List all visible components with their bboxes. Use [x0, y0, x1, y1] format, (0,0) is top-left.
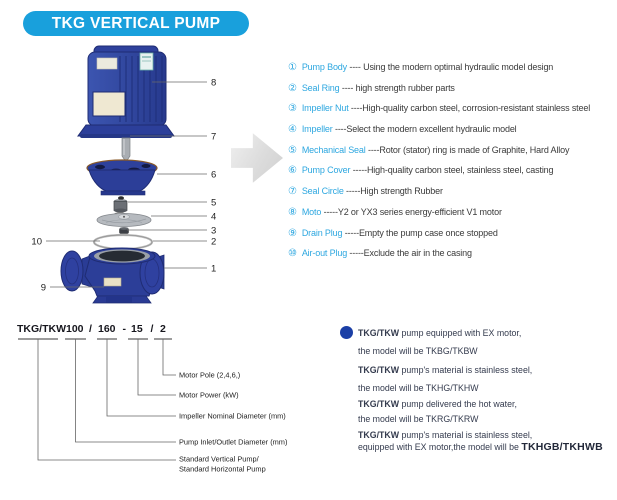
pump-exploded-diagram: [0, 40, 290, 310]
callout-9: 9: [40, 282, 46, 294]
callout-8: 8: [211, 77, 217, 89]
callout-2: 2: [211, 236, 217, 248]
note-line: the model will be TKBG/TKBW: [358, 346, 478, 356]
note-line: TKG/TKW pump's material is stainless steel,: [358, 365, 533, 375]
motor-nameplate-small: [97, 58, 117, 69]
model-segment-power: 15: [131, 323, 143, 335]
pump-body-illustration: [61, 248, 164, 303]
model-separator: /: [89, 323, 92, 335]
list-item: [288, 223, 616, 244]
list-item: [288, 140, 616, 161]
list-item: [288, 243, 616, 264]
part-desc: ----High-quality carbon steel, corrosion-resistant stainless steel: [348, 103, 591, 114]
circled-number-icon: ⑤: [288, 144, 297, 156]
circled-number-icon: ⑦: [288, 186, 297, 198]
pump-body-label: [104, 278, 121, 286]
part-name: Mechanical Seal: [301, 144, 366, 155]
label-impeller-diameter: Impeller Nominal Diameter (mm): [179, 411, 286, 421]
parts-list: [288, 57, 616, 264]
part-desc: ----Rotor (stator) ring is made of Graphite, Hard Alloy: [365, 144, 570, 155]
page-title: TKG VERTICAL PUMP: [51, 14, 221, 32]
pump-left-flange: [61, 251, 83, 291]
label-motor-pole: Motor Pole (2,4,6,): [179, 370, 241, 380]
circled-number-icon: ⑥: [288, 165, 297, 177]
callout-7: 7: [211, 131, 217, 143]
callout-3: 3: [211, 225, 217, 237]
motor-shaft: [122, 138, 130, 162]
model-separator: -: [122, 323, 126, 335]
part-name: Air-out Plug: [301, 248, 348, 259]
label-inlet-diameter: Pump Inlet/Outlet Diameter (mm): [179, 437, 288, 447]
model-code-diagram: [0, 308, 340, 500]
model-segment-inlet: 100: [66, 323, 84, 335]
list-item: [288, 78, 616, 99]
label-standard-horizontal: Standard Horizontal Pump: [179, 464, 266, 474]
part-desc: ---- high strength rubber parts: [339, 82, 455, 93]
list-item: [288, 202, 616, 223]
callout-6: 6: [211, 169, 217, 181]
circled-number-icon: ③: [288, 103, 297, 115]
part-name: Pump Cover: [301, 165, 351, 176]
impeller-illustration: [97, 214, 151, 227]
part-name: Drain Plug: [301, 227, 343, 238]
list-item: [288, 181, 616, 202]
circled-number-icon: ⑨: [288, 227, 297, 239]
note-line: the model will be TKHG/TKHW: [358, 383, 479, 393]
callout-4: 4: [211, 211, 217, 223]
circled-number-icon: ⑩: [288, 248, 297, 260]
part-name: Impeller Nut: [301, 103, 349, 114]
label-standard-vertical: Standard Vertical Pump/: [179, 454, 259, 464]
part-name: Pump Body: [301, 62, 348, 72]
model-segment-impeller: 160: [98, 323, 116, 335]
list-item: [288, 98, 616, 119]
part-desc: -----Exclude the air in the casing: [347, 248, 472, 259]
title-banner: [23, 11, 249, 36]
model-segment-pole: 2: [160, 323, 166, 335]
pump-cover-illustration: [87, 160, 157, 195]
list-item: [288, 57, 616, 78]
note-line: TKG/TKW pump's material is stainless steel,: [358, 430, 533, 440]
circled-number-icon: ⑧: [288, 206, 297, 218]
note-line: TKG/TKW pump equipped with EX motor,: [358, 328, 522, 338]
part-desc: -----Empty the pump case once stopped: [342, 227, 498, 238]
motor-nameplate-large: [93, 92, 125, 116]
callout-5: 5: [211, 197, 217, 209]
part-name: Seal Circle: [301, 186, 344, 197]
note-line: TKG/TKW pump delivered the hot water,: [358, 399, 517, 409]
bullet-dot-icon: [340, 326, 353, 339]
part-name: Impeller: [301, 124, 333, 135]
note-line: the model will be TKRG/TKRW: [358, 414, 479, 424]
list-item: [288, 119, 616, 140]
part-desc: ---- Using the modern optimal hydraulic model design: [347, 62, 554, 72]
callout-1: 1: [211, 263, 217, 275]
part-desc: -----High strength Rubber: [343, 186, 443, 197]
part-name: Moto: [301, 206, 322, 217]
circled-number-icon: ①: [288, 62, 297, 73]
circled-number-icon: ④: [288, 124, 297, 136]
seal-ring-illustration: [94, 235, 152, 249]
callout-10: 10: [31, 236, 42, 248]
model-segment-series: TKG/TKW: [17, 323, 66, 335]
part-desc: ----Select the modern excellent hydraulic model: [332, 124, 517, 135]
circled-number-icon: ②: [288, 82, 297, 94]
part-desc: -----Y2 or YX3 series energy-efficient V1 motor: [321, 206, 502, 217]
note-line: equipped with EX motor,the model will be TKHGB/TKHWB: [358, 441, 603, 453]
model-separator: /: [150, 323, 154, 335]
motor-illustration: [78, 46, 174, 162]
part-name: Seal Ring: [301, 82, 340, 93]
label-motor-power: Motor Power (kW): [179, 390, 239, 400]
part-desc: -----High-quality carbon steel, stainless steel, casting: [350, 165, 554, 176]
list-item: [288, 160, 616, 181]
